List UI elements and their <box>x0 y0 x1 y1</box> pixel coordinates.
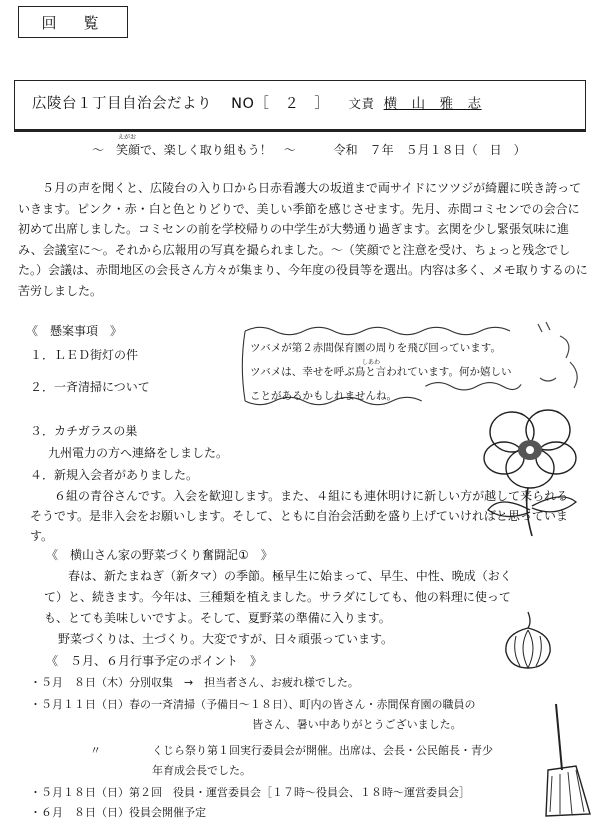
agenda-item-2: ２．一斉清掃について <box>30 380 150 394</box>
newsletter-title <box>32 92 506 113</box>
schedule-row-5: ・６月 ８日（日）役員会開催予定 <box>30 806 206 819</box>
issue-number: NO［ ２ ］ <box>231 96 330 112</box>
intro-paragraph <box>18 178 590 301</box>
agenda-heading: 《 懸案事項 》 <box>26 324 123 338</box>
intro-text: ５月の声を聞くと、広陵台の入り口から日赤看護大の坂道まで両サイドにツツジが綺麗に咲き誇っていきます。ピンク・赤・白と色とりどりで、美しい季節を感じさせます。先月、赤間コミセンでの会合に初めて出席しました。コミセンの前を学校帰りの中学生が大勢通り過ぎます。玄関を少し緊張気味に進み、会議室に～。それから広報用の写真を撮られました。～（笑顔でと注意を受け、ちょっと残念でした。）会議は、赤間地区の会長さん方々が集まり、今年度の役員等を選出。内容は多く、メモ取りするのに苦労しました。 <box>18 181 588 298</box>
agenda-item-1: １．ＬＥＤ街灯の件 <box>30 348 139 362</box>
agenda-item-3-note: 九州電力の方へ連絡をしました。 <box>48 446 229 460</box>
author-name: 横 山 雅 志 <box>383 96 482 112</box>
bubble-ruby: しあわ <box>362 359 381 366</box>
schedule-row-2-cont: 皆さん、暑い中ありがとうございました。 <box>252 718 462 731</box>
schedule-row-3: くじら祭り第１回実行委員会が開催。出席は、会長・公民館長・青少 <box>152 744 493 757</box>
veg-text: 春は、新たまねぎ（新タマ）の季節。極早生に始まって、早生、中性、晩成（おくて）と、続きます。今年は、三種類を植えました。サラダにしても、他の料理に使っても、とても美味しいですよ。そして、夏野菜の準備に入ります。 <box>44 569 512 625</box>
subtitle-line <box>92 141 526 158</box>
bubble-line-1: ツバメが第２赤間保育園の周りを飛び回っています。 <box>250 342 501 354</box>
onion-icon <box>498 608 558 672</box>
agenda-item-4-detail: ６組の青谷さんです。入会を歓迎します。また、４組にも連休明けに新しい方が越して来られるそうです。是非入会をお願いします。そして、ともに自治会活動を盛り上げていければと思っています。 <box>30 489 569 543</box>
bubble-line-2: ツバメは、幸せを呼ぶ鳥と言われています。何か嬉しい <box>250 366 512 378</box>
bubble-line-3: ことがあるかもしれませんね。 <box>250 390 397 402</box>
schedule-row-2: ・５月１１日（日）春の一斉清掃（予備日～１８日）、町内の皆さん・赤間保育園の職員の <box>30 698 476 711</box>
schedule-row-3-cont: 年育成会長でした。 <box>152 764 251 777</box>
agenda-item-3: ３．カチガラスの巣 <box>30 424 138 438</box>
veg-text-2: 野菜づくりは、土づくり。大変ですが、日々頑張っています。 <box>58 632 394 646</box>
author-label: 文責 <box>348 96 375 111</box>
issue-date: 令和 ７年 ５月１８日（ 日 ） <box>333 143 526 157</box>
schedule-heading: 《 ５月、６月行事予定のポイント 》 <box>46 654 263 668</box>
slogan: ～ 笑顔で、楽しく取り組もう！ ～ <box>92 143 296 157</box>
scribble-icon <box>530 318 586 398</box>
schedule-ditto: 〃 <box>90 744 101 757</box>
veg-heading: 《 横山さん家の野菜づくり奮闘記① 》 <box>46 548 273 562</box>
schedule-row-4: ・５月１８日（日）第２回 役員・運営委員会［１７時～役員会、１８時～運営委員会］ <box>30 786 470 799</box>
pansy-flower-icon <box>470 398 595 538</box>
circulation-stamp: 回 覧 <box>18 6 128 38</box>
schedule-row-1: ・５月 ８日（木）分別収集 → 担当者さん、お疲れ様でした。 <box>30 676 359 689</box>
agenda-item-4: ４．新規入会者がありました。 <box>30 468 199 482</box>
broom-icon <box>536 700 596 820</box>
title-text: 広陵台１丁目自治会だより <box>32 96 212 112</box>
slogan-ruby: えがお <box>118 134 137 141</box>
